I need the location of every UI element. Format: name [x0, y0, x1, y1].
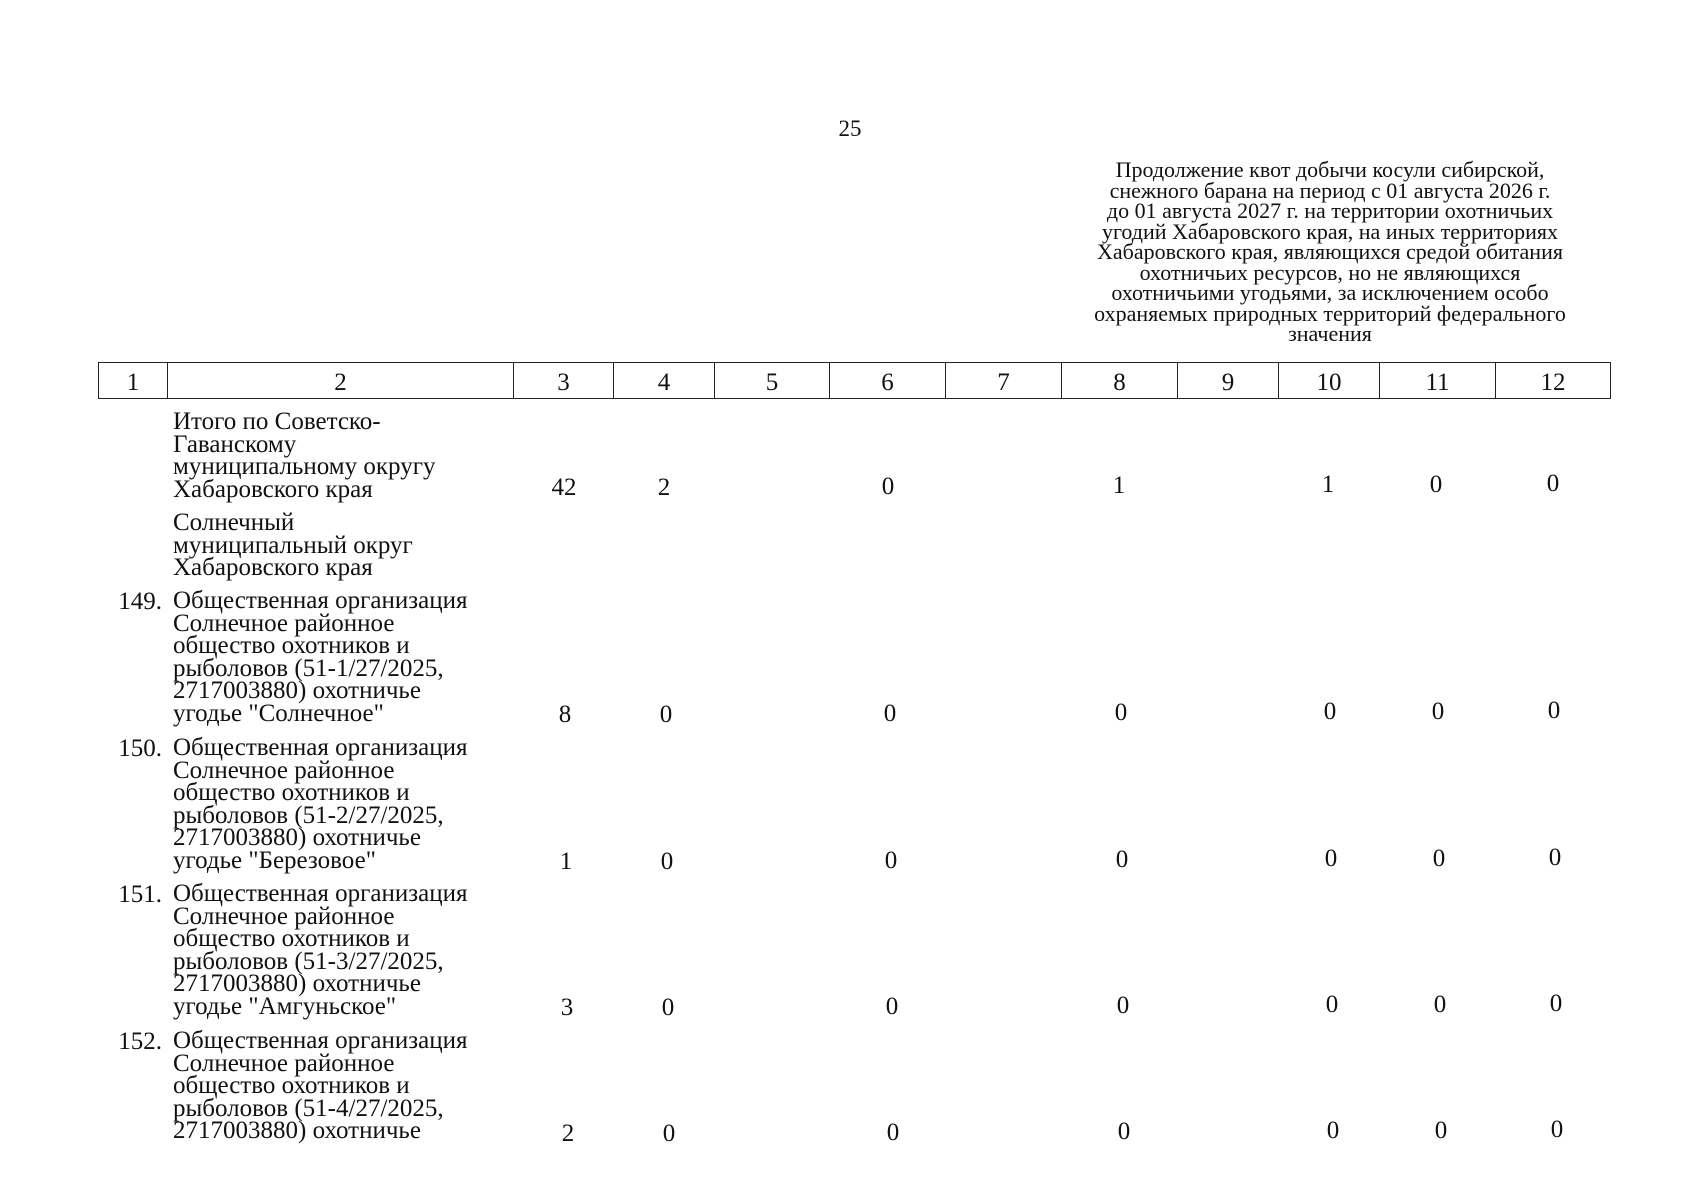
- cell-col-11: 0: [1432, 845, 1446, 872]
- cell-col-4: 0: [660, 848, 674, 875]
- row-description-line: 2717003880) охотничье: [173, 970, 421, 998]
- cell-col-12: 0: [1548, 844, 1562, 871]
- column-header: 11: [1380, 363, 1496, 399]
- row-description-line: рыболовов (51-2/27/2025,: [173, 801, 444, 829]
- column-header: 7: [946, 363, 1062, 399]
- cell-col-11: 0: [1433, 991, 1447, 1018]
- row-description-line: Общественная организация: [173, 880, 468, 907]
- row-description-line: Солнечный: [173, 509, 295, 536]
- row-description: [173, 587, 533, 727]
- row-description-line: Солнечное районное: [173, 756, 395, 784]
- cell-col-4: 0: [659, 701, 673, 728]
- cell-col-4: 0: [662, 1120, 676, 1147]
- cell-col-11: 0: [1431, 698, 1445, 725]
- cell-col-10: 0: [1326, 1117, 1340, 1144]
- column-header-table: [98, 362, 1611, 399]
- row-description-line: Итого по Советско-: [173, 408, 381, 435]
- column-header: 2: [168, 363, 514, 399]
- cell-col-6: 0: [886, 1119, 900, 1146]
- cell-col-10: 0: [1325, 991, 1339, 1018]
- cell-col-12: 0: [1550, 1116, 1564, 1143]
- cell-col-3: 8: [558, 701, 572, 728]
- column-header: 1: [99, 363, 168, 399]
- row-description-line: 2717003880) охотничье: [173, 824, 421, 852]
- cell-col-4: 2: [657, 474, 671, 501]
- row-description-line: рыболовов (51-3/27/2025,: [173, 947, 444, 975]
- table-row: [0, 509, 1698, 584]
- row-description-line: угодье "Амгуньское": [173, 992, 397, 1020]
- column-header: 5: [715, 363, 830, 399]
- continuation-line: угодий Хабаровского края, на иных территориях: [1101, 218, 1559, 244]
- continuation-heading: [1050, 157, 1610, 346]
- row-description-line: Общественная организация: [173, 734, 468, 761]
- row-description-line: муниципальный округ: [173, 531, 413, 559]
- continuation-line: до 01 августа 2027 г. на территории охотничьих: [1106, 198, 1554, 223]
- cell-col-6: 0: [885, 993, 899, 1020]
- row-description: [173, 734, 533, 874]
- table-row: [0, 1027, 1698, 1150]
- cell-col-11: 0: [1429, 471, 1443, 498]
- continuation-line: охотничьими угодьями, за исключением особо: [1111, 280, 1549, 305]
- table-row: [0, 734, 1698, 877]
- column-header: 4: [614, 363, 715, 399]
- row-description-line: Хабаровского края: [173, 554, 373, 582]
- cell-col-6: 0: [884, 847, 898, 874]
- column-header-row: [99, 363, 1611, 399]
- row-description-line: Гаванскому: [173, 430, 297, 458]
- row-number: 152.: [118, 1028, 162, 1055]
- continuation-line: охраняемых природных территорий федерального: [1094, 300, 1566, 326]
- column-header: 3: [514, 363, 614, 399]
- cell-col-10: 0: [1323, 698, 1337, 725]
- cell-col-4: 0: [661, 994, 675, 1021]
- row-description: [173, 509, 533, 582]
- cell-col-12: 0: [1547, 697, 1561, 724]
- cell-col-6: 0: [881, 473, 895, 500]
- row-description-line: Хабаровского края: [173, 475, 373, 503]
- column-header: 8: [1062, 363, 1178, 399]
- row-number: 149.: [118, 588, 162, 615]
- row-description-line: Солнечное районное: [173, 1049, 395, 1077]
- continuation-line: охотничьих ресурсов, но не являющихся: [1139, 259, 1521, 285]
- row-description: [173, 1027, 533, 1145]
- cell-col-8: 0: [1114, 699, 1128, 726]
- cell-col-10: 1: [1321, 471, 1335, 498]
- cell-col-8: 0: [1117, 1118, 1131, 1145]
- continuation-line: Хабаровского края, являющихся средой обитания: [1097, 239, 1563, 264]
- continuation-line: снежного барана на период с 01 августа 2026 г.: [1109, 177, 1551, 203]
- row-description-line: 2717003880) охотничье: [173, 677, 421, 705]
- column-header: 9: [1178, 363, 1279, 399]
- row-description: [173, 880, 533, 1020]
- cell-col-11: 0: [1434, 1117, 1448, 1144]
- row-description-line: 2717003880) охотничье: [173, 1117, 421, 1145]
- cell-col-3: 42: [551, 474, 577, 501]
- cell-col-12: 0: [1549, 990, 1563, 1017]
- continuation-line: Продолжение квот добычи косули сибирской,: [1115, 157, 1545, 182]
- row-description-line: общество охотников и: [173, 925, 410, 953]
- table-row: [0, 880, 1698, 1023]
- row-description-line: угодье "Солнечное": [173, 699, 384, 727]
- table-row: [0, 408, 1698, 506]
- row-description-line: рыболовов (51-1/27/2025,: [173, 654, 444, 682]
- row-number: 150.: [118, 735, 162, 762]
- page-number: 25: [838, 116, 862, 141]
- continuation-line: значения: [1288, 321, 1372, 346]
- column-header: 10: [1279, 363, 1380, 399]
- column-header: 12: [1496, 363, 1611, 399]
- row-description-line: Общественная организация: [173, 587, 468, 614]
- cell-col-6: 0: [883, 700, 897, 727]
- cell-col-3: 1: [559, 848, 573, 875]
- cell-col-10: 0: [1324, 845, 1338, 872]
- cell-col-8: 0: [1115, 846, 1129, 873]
- table-row: [0, 587, 1698, 730]
- column-header: 6: [830, 363, 946, 399]
- row-description-line: Общественная организация: [173, 1027, 468, 1054]
- cell-col-12: 0: [1546, 470, 1560, 497]
- cell-col-3: 2: [561, 1120, 575, 1147]
- row-description-line: общество охотников и: [173, 1072, 410, 1100]
- row-description-line: общество охотников и: [173, 632, 410, 660]
- cell-col-8: 1: [1112, 472, 1126, 499]
- cell-col-3: 3: [560, 994, 574, 1021]
- row-description-line: Солнечное районное: [173, 609, 395, 637]
- row-description-line: муниципальному округу: [173, 453, 436, 481]
- row-description-line: общество охотников и: [173, 779, 410, 807]
- row-description: [173, 408, 533, 503]
- cell-col-8: 0: [1116, 992, 1130, 1019]
- row-description-line: угодье "Березовое": [173, 846, 376, 874]
- row-description-line: рыболовов (51-4/27/2025,: [173, 1094, 444, 1122]
- row-description-line: Солнечное районное: [173, 902, 395, 930]
- row-number: 151.: [118, 881, 162, 908]
